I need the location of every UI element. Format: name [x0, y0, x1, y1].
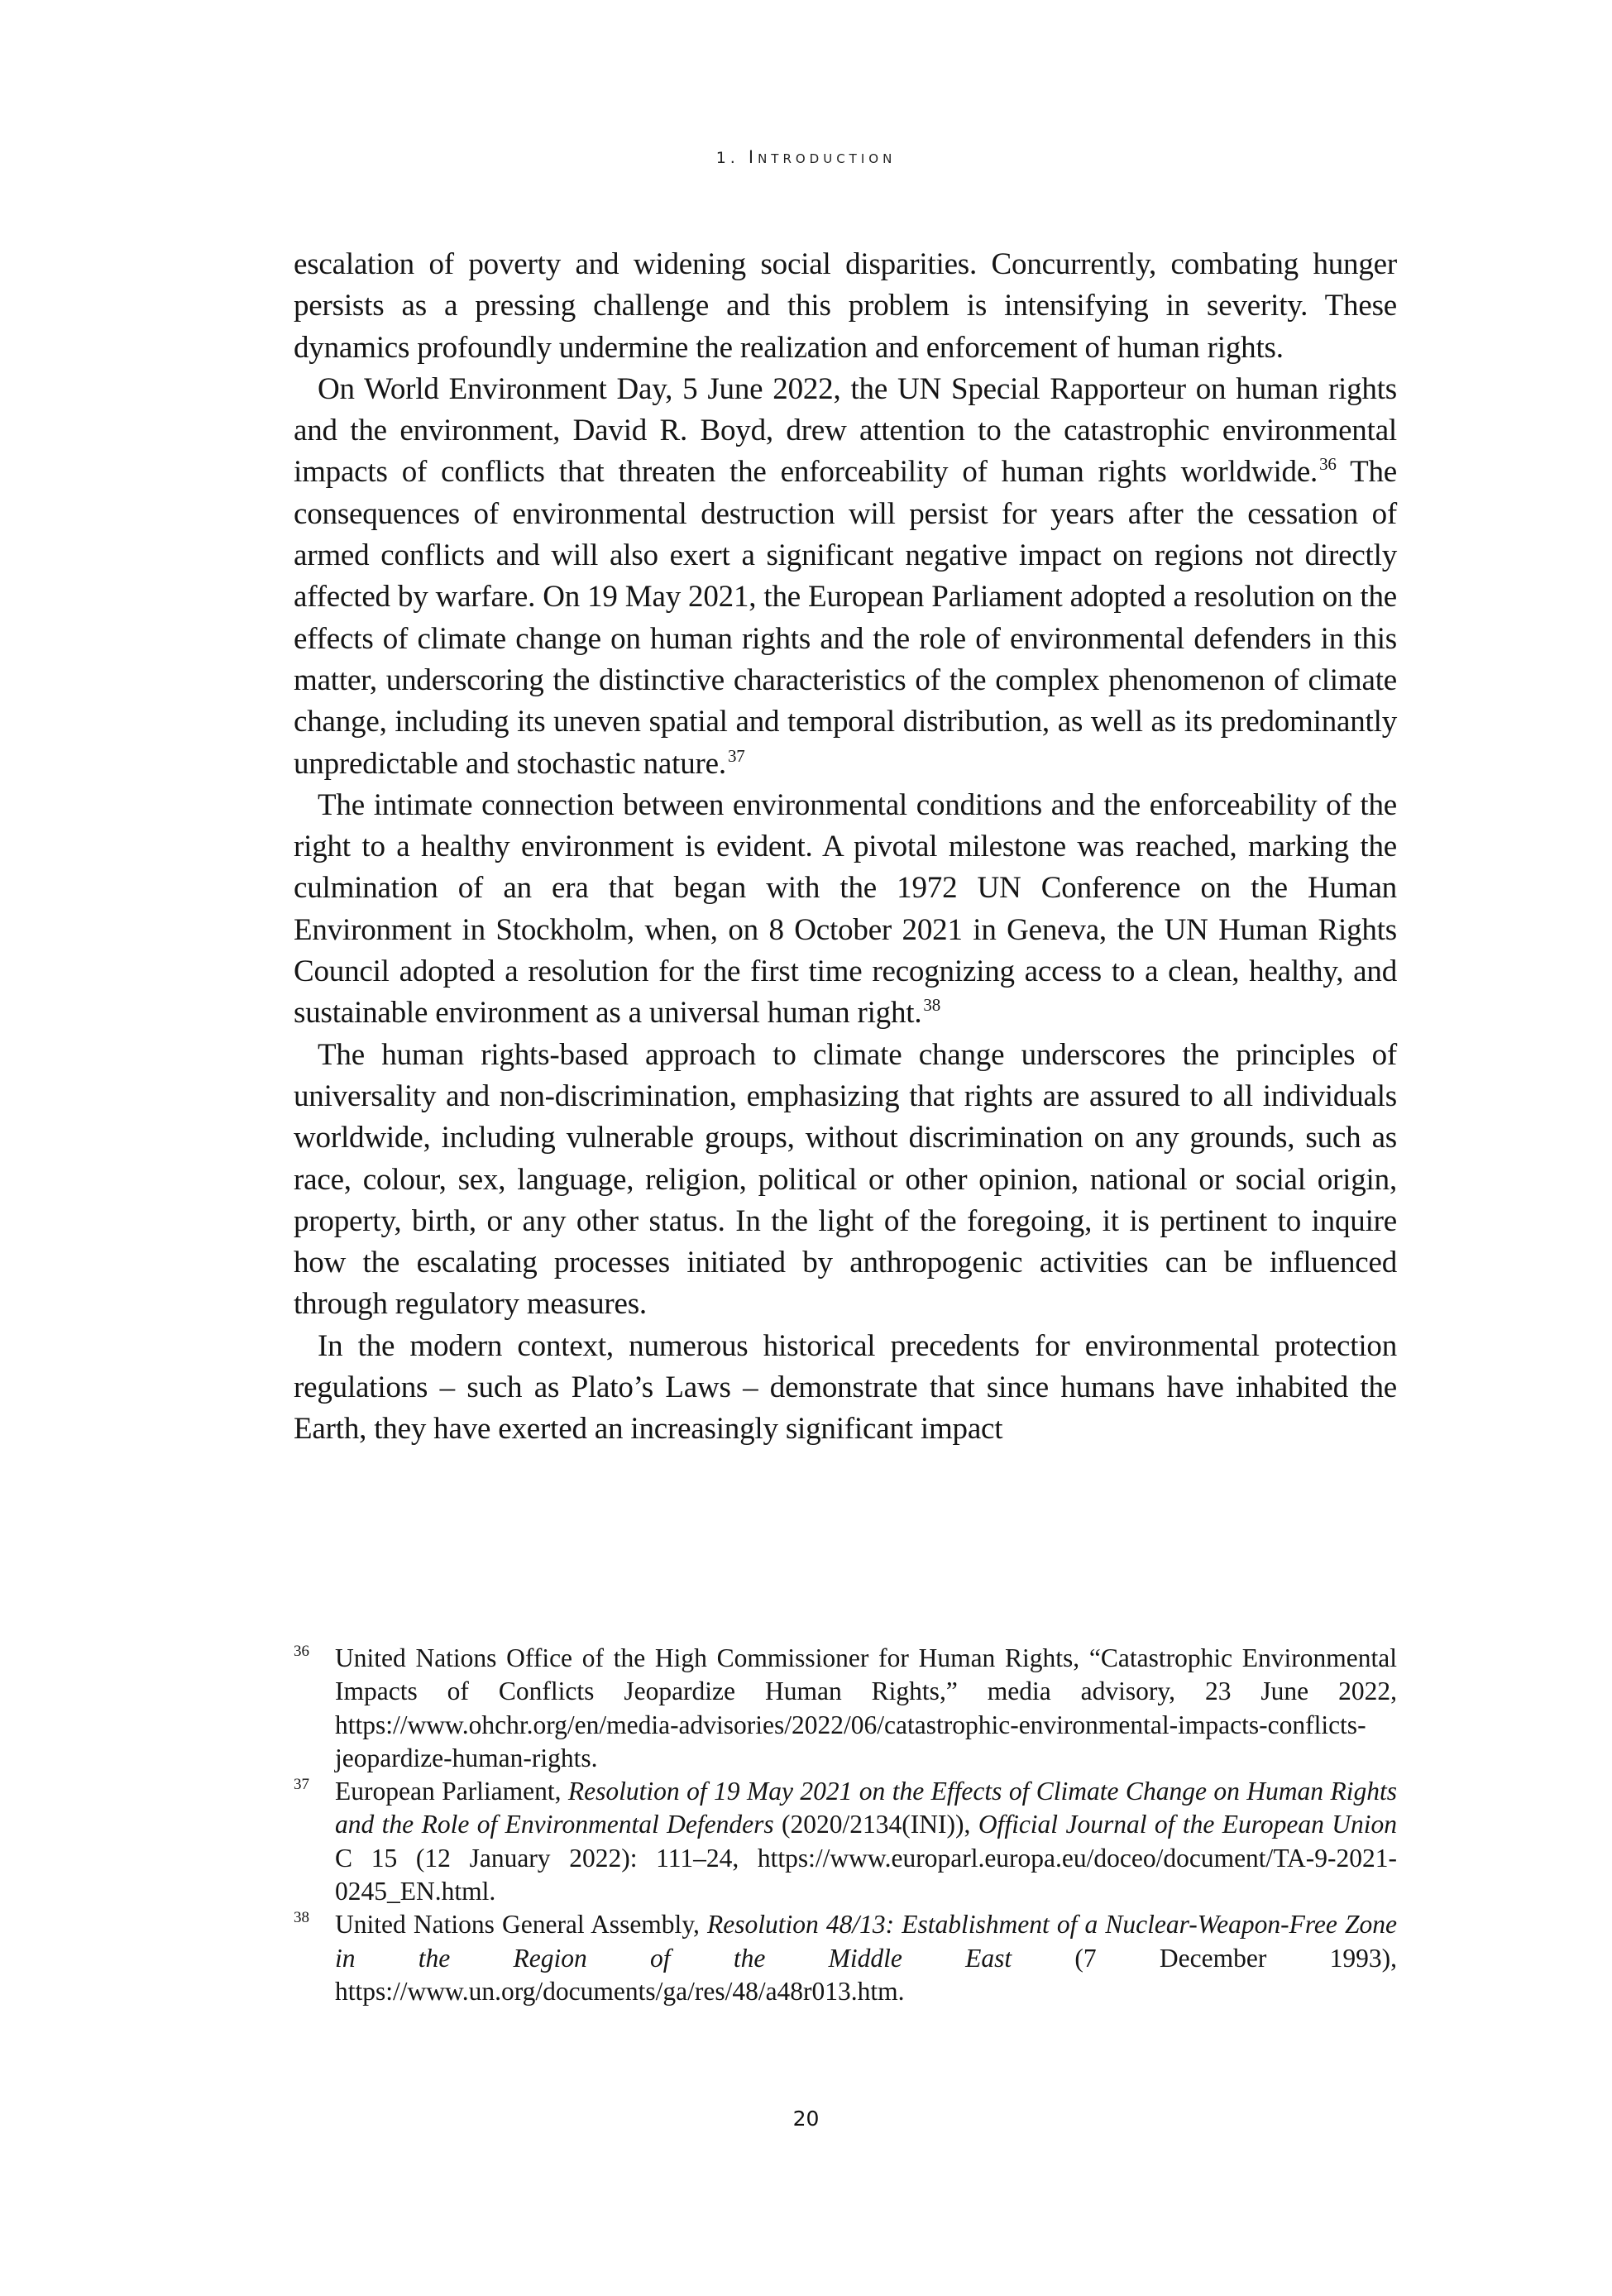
- page-number: 20: [792, 2107, 820, 2131]
- paragraph-1: escalation of poverty and widening social disparities. Concurrently, combating hunger persists as a pressing challenge and this problem is intensifying in severity. These dynamics profoundly undermine the realization and enforcement of human rights.: [294, 247, 1397, 365]
- footnote-text: United Nations Office of the High Commissioner for Human Rights, “Catastrophic Environmental Impacts of Conflicts Jeopardize Human Rights,” media advisory, 23 June 2022, https://www.ohchr.org/en/media-advisories/2022/06/catastrophic-environmental-impacts-conflicts-jeopardize-human-rights.: [335, 1643, 1397, 1772]
- footnote-ref-36[interactable]: 36: [1319, 454, 1337, 475]
- footnote-36: [294, 1642, 1397, 1775]
- footnotes: [294, 1642, 1397, 2008]
- running-head: [0, 147, 1612, 167]
- footnote-text-b: (2020/2134(INI)),: [773, 1810, 978, 1839]
- paragraph-2: [294, 369, 1397, 785]
- footnote-text-c: C 15 (12 January 2022): 111–24, https://www.europarl.europa.eu/doceo/document/TA-9-2021-0245_EN.html.: [335, 1843, 1397, 1906]
- footnote-title-italic: Resolution 48/13: Establishment of a Nuclear-Weapon-Free Zone in the Region of the Middle East: [335, 1910, 1397, 1973]
- footnote-title-italic: Resolution of 19 May 2021 on the Effects of Climate Change on Human Rights and the Role of Environmental Defenders: [335, 1777, 1397, 1839]
- paragraph-2-text-a: On World Environment Day, 5 June 2022, the UN Special Rapporteur on human rights and the environment, David R. Boyd, drew attention to the catastrophic environmental impacts of conflicts that threaten the enforceability of human rights worldwide.: [294, 371, 1397, 490]
- chapter-title-initial: I: [748, 147, 758, 167]
- paragraph-5: In the modern context, numerous historical precedents for environmental protection regulations – such as Plato’s Laws – demonstrate that since humans have inhabited the Earth, they have exerted an increasingly significant impact: [294, 1328, 1397, 1447]
- footnote-number: 38: [294, 1909, 309, 1927]
- footnote-ref-37[interactable]: 37: [727, 745, 745, 766]
- body-text: [294, 244, 1397, 1451]
- paragraph-3-text: The intimate connection between environmental conditions and the enforceability of the right to a healthy environment is evident. A pivotal milestone was reached, marking the culmination of an era that began with the 1972 UN Conference on the Human Environment in Stockholm, when, on 8 October 2021 in Geneva, the UN Human Rights Council adopted a resolution for the first time recognizing access to a clean, healthy, and sustainable environment as a universal human right.: [294, 787, 1397, 1031]
- footnote-37: [294, 1775, 1397, 1908]
- footnote-text-a: United Nations General Assembly,: [335, 1910, 708, 1940]
- chapter-number: 1.: [715, 149, 749, 167]
- paragraph-3: [294, 785, 1397, 1035]
- footnote-38: [294, 1908, 1397, 2008]
- footnote-number: 36: [294, 1643, 309, 1660]
- paragraph-4: The human rights-based approach to climate change underscores the principles of universality and non-discrimination, emphasizing that rights are assured to all individuals worldwide, including vulnerable groups, without discrimination on any grounds, such as race, colour, sex, language, religion, political or other opinion, national or social origin, property, birth, or any other status. In the light of the foregoing, it is pertinent to inquire how the escalating processes initiated by anthropogenic activities can be influenced through regulatory measures.: [294, 1037, 1397, 1322]
- footnote-text-b: (7 December 1993), https://www.un.org/documents/ga/res/48/a48r013.htm.: [335, 1943, 1397, 2006]
- footnote-journal-italic: Official Journal of the European Union: [978, 1810, 1397, 1839]
- footnote-ref-38[interactable]: 38: [923, 995, 941, 1016]
- footnote-number: 37: [294, 1776, 309, 1794]
- footnote-text-a: European Parliament,: [335, 1777, 568, 1806]
- chapter-title-rest: NTRODUCTION: [758, 151, 897, 166]
- paragraph-2-text-b: The consequences of environmental destruction will persist for years after the cessation of armed conflicts and will also exert a significant negative impact on regions not directly affected by warfare. On 19 May 2021, the European Parliament adopted a resolution on the effects of climate change on human rights and the role of environmental defenders in this matter, underscoring the distinctive characteristics of the complex phenomenon of climate change, including its uneven spatial and temporal distribution, as well as its predominantly unpredictable and stochastic nature.: [294, 455, 1397, 781]
